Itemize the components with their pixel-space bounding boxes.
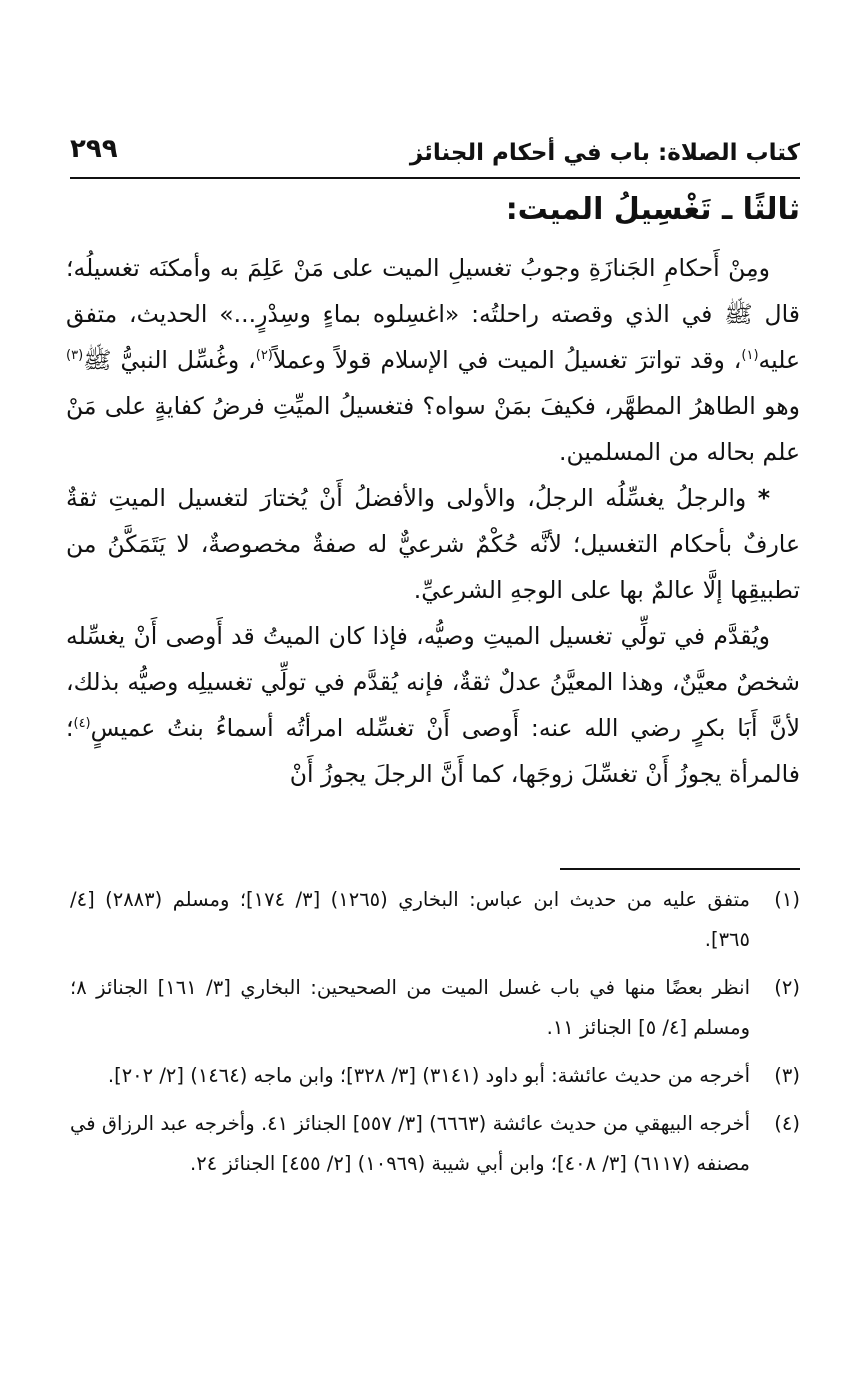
section-heading: ثالثًا ـ تَغْسِيلُ الميت: [505,192,800,227]
page-number: ٢٩٩ [70,134,118,164]
footnote [70,968,800,1048]
chapter-title: كتاب الصلاة: باب في أحكام الجنائز [409,140,800,166]
footnote-number: (٣) [774,1064,800,1087]
paragraph-washing-obligation [66,245,800,475]
footnote [70,880,800,960]
footnote-number: (٤) [774,1112,800,1135]
header-divider [70,177,800,179]
paragraph-text: والرجلُ يغسِّلُه الرجلُ، والأولى والأفضلُ أَنْ يُختارَ لتغسيل الميتِ ثقةٌ عارفٌ بأحكام التغسيل؛ لأنَّه حُكْمٌ شرعيٌّ له صفةٌ مخصوصةٌ، لا يَتَمَكَّنُ من تطبيقِها إلَّا عالمٌ بها على الوجهِ الشرعيِّ. [66,484,800,604]
footnote-ref: (٢) [255,348,273,364]
footnote-text: انظر بعضًا منها في باب غسل الميت من الصحيحين: البخاري [٣/ ١٦١] الجنائز ٨؛ ومسلم [٤/ ٥] الجنائز ١١. [70,976,750,1039]
footnote-text: أخرجه البيهقي من حديث عائشة (٦٦٦٣) [٣/ ٥٥٧] الجنائز ٤١. وأخرجه عبد الرزاق في مصنفه (٦١١٧) [٣/ ٤٠٨]؛ وابن أبي شيبة (١٠٩٦٩) [٢/ ٤٥٥] الجنائز ٢٤. [70,1112,750,1175]
footnote [70,1056,800,1096]
paragraph-precedence [66,613,800,797]
footnote-number: (١) [774,888,800,911]
footnote-ref: (١) [741,348,759,364]
star-bullet: * [757,484,770,512]
paragraph-text: ويُقدَّم في تولِّي تغسيل الميتِ وصيُّه، فإذا كان الميتُ قد أَوصى أَنْ يغسِّله شخصٌ معيَّنٌ، وهذا المعيَّنُ عدلٌ ثقةٌ، فإنه يُقدَّم في تولِّي تغسيلِه وصيُّه بذلك، لأنَّ أَبَا بكرٍ رضي الله عنه: أَوصى أَنْ تغسِّله امرأتُه أسماءُ بنتُ عميسٍ [66,622,800,742]
footnote-text: متفق عليه من حديث ابن عباس: البخاري (١٢٦٥) [٣/ ١٧٤]؛ ومسلم (٢٨٨٣) [٤/ ٣٦٥]. [70,888,750,951]
paragraph-text: ومِنْ أَحكامِ الجَنازَةِ وجوبُ تغسيلِ الميت على مَنْ عَلِمَ به وأمكنَه تغسيلُه؛ قال ﷺ في الذي وقصته راحلتُه: «اغسِلوه بماءٍ وسِدْرٍ...» الحديث، متفق عليه [66,254,801,374]
footnote [70,1104,800,1184]
footnote-ref: (٤) [73,716,91,732]
footnote-text: أخرجه من حديث عائشة: أبو داود (٣١٤١) [٣/ ٣٢٨]؛ وابن ماجه (١٤٦٤) [٢/ ٢٠٢]. [107,1064,750,1087]
footnote-divider [560,868,800,870]
footnote-number: (٢) [774,976,800,999]
paragraph-text: ، وغُسِّل النبيُّ ﷺ [83,346,256,374]
paragraph-who-washes [66,475,800,613]
main-text [66,245,800,797]
paragraph-text: وهو الطاهرُ المطهَّر، فكيفَ بمَنْ سواه؟ فتغسيلُ الميِّتِ فرضُ كفايةٍ على مَنْ علم بحاله من المسلمين. [66,392,800,466]
running-header [70,126,800,178]
paragraph-text: ، وقد تواترَ تغسيلُ الميت في الإسلام قولاً وعملاً [272,346,742,374]
footnotes [70,880,800,1192]
paragraph-text: ؛ فالمرأة يجوزُ أَنْ تغسِّلَ زوجَها، كما أَنَّ الرجلَ يجوزُ أَنْ [66,714,800,788]
footnote-ref: (٣) [66,348,84,364]
